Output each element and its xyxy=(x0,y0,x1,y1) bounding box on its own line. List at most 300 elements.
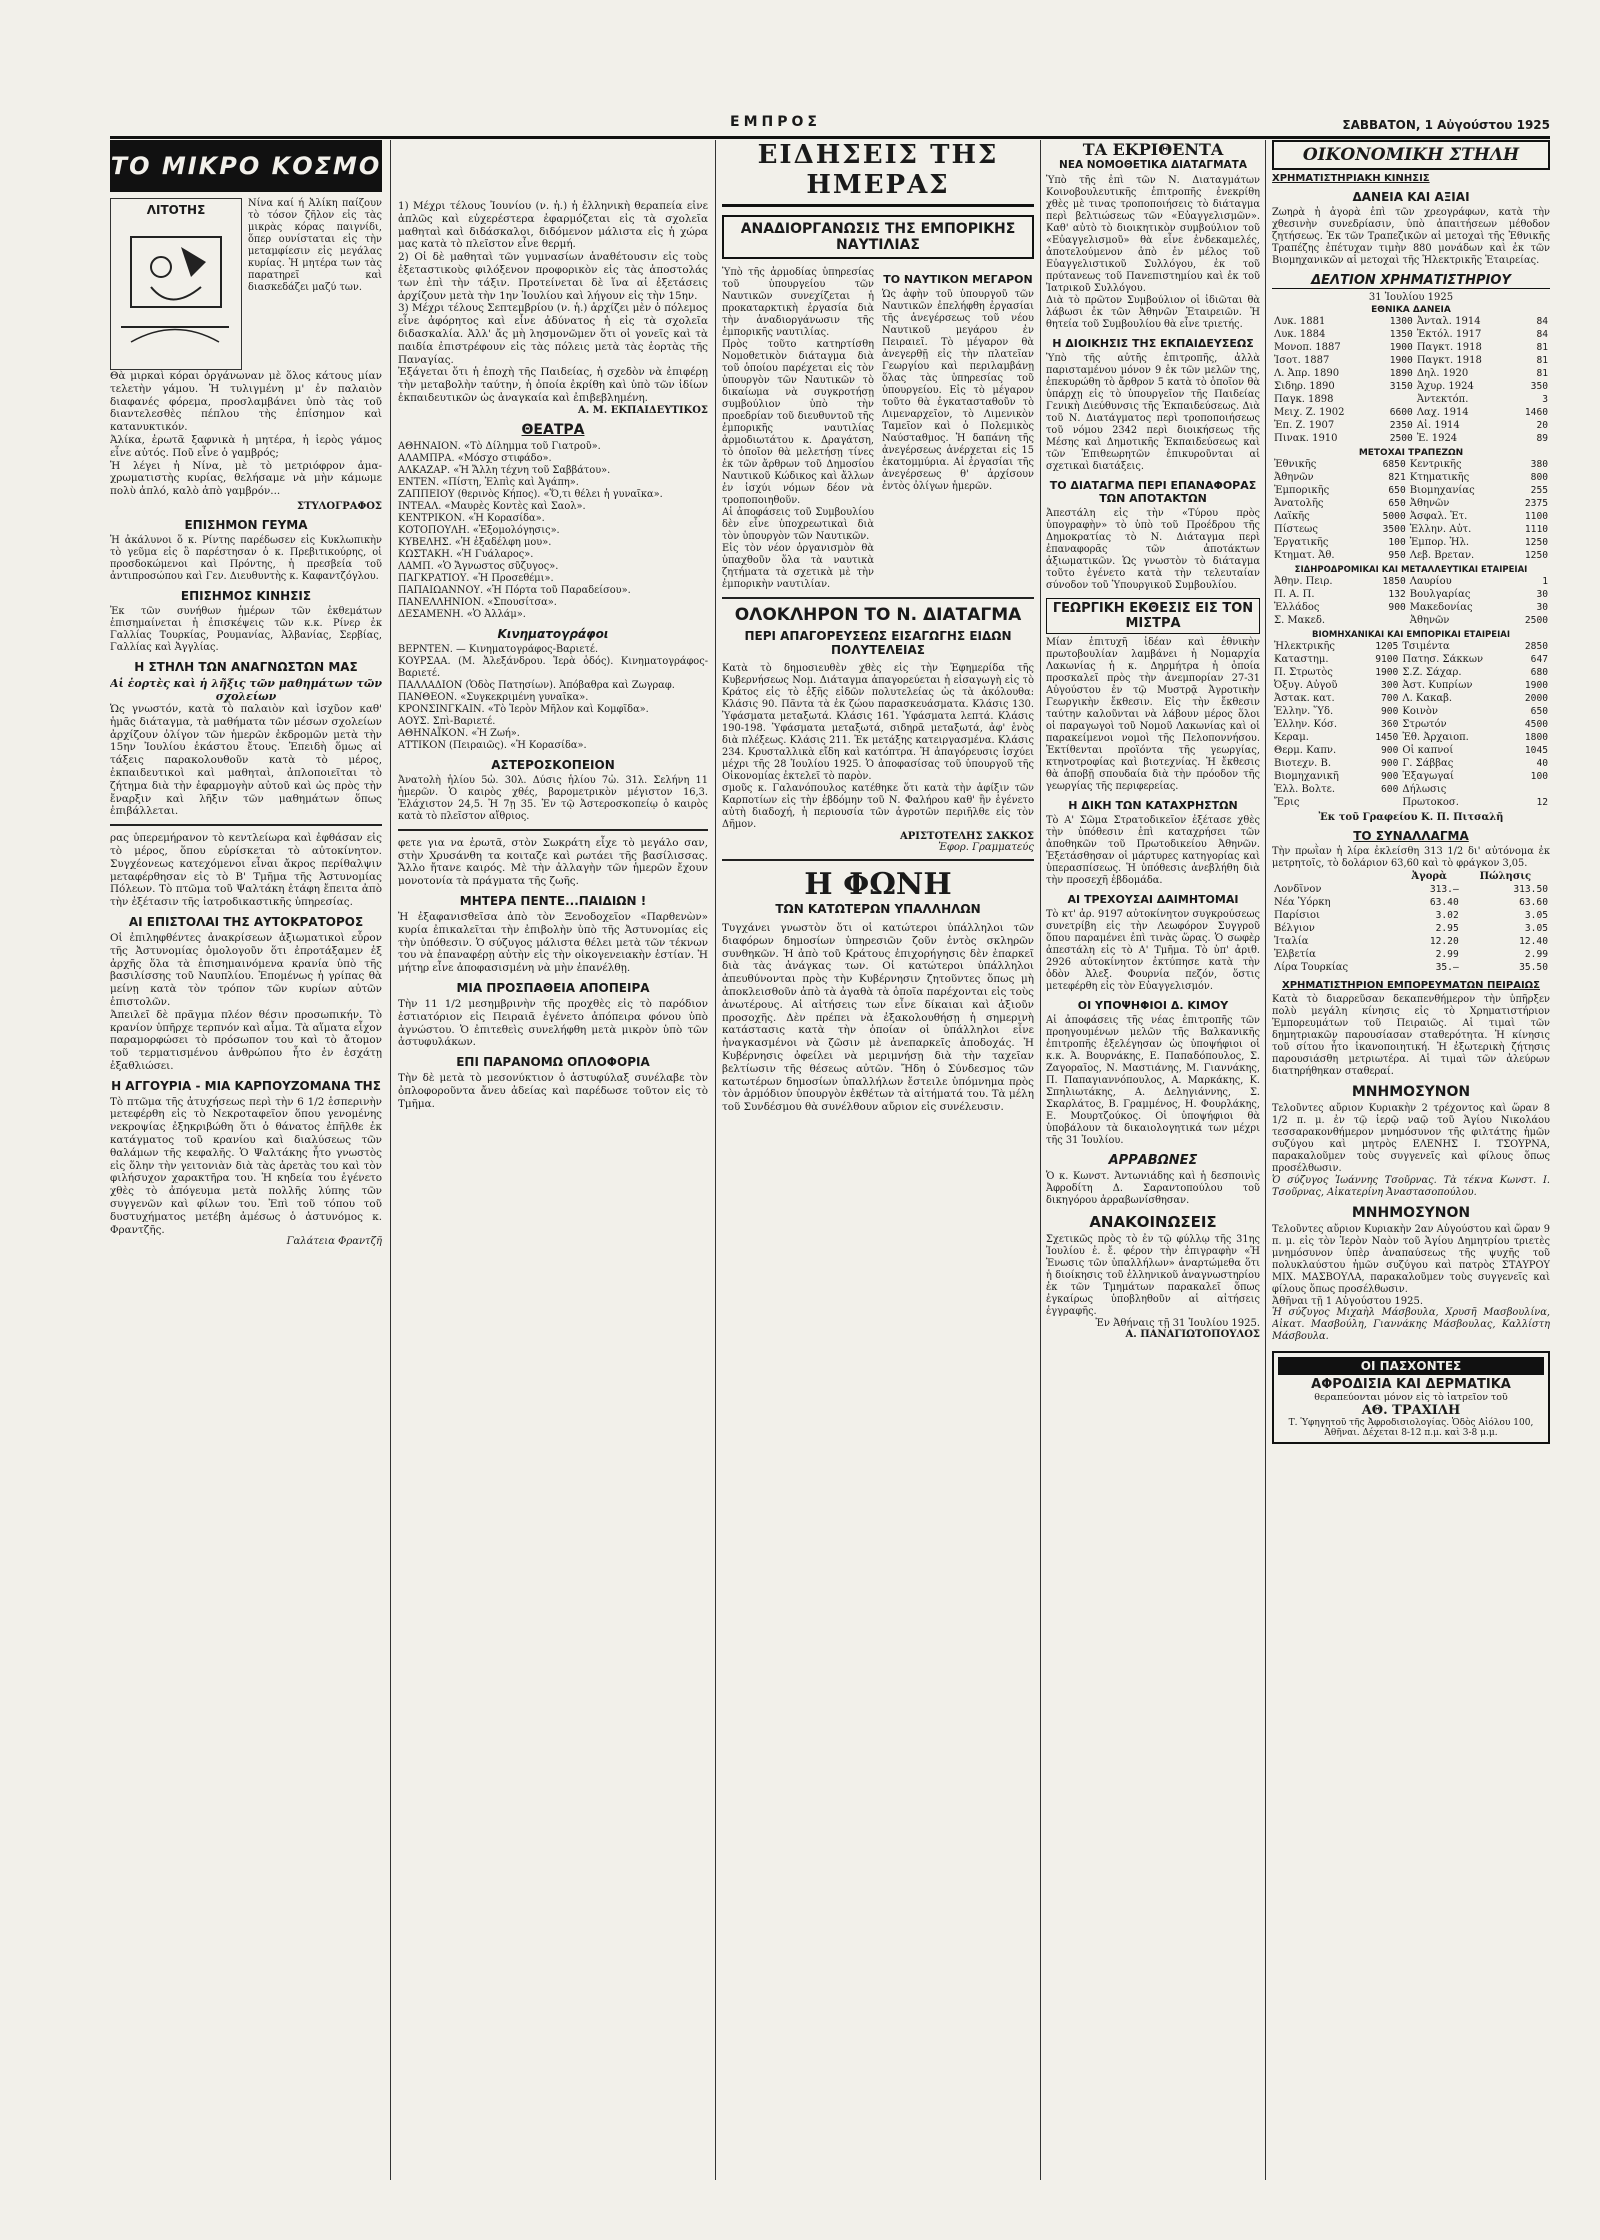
table-row xyxy=(1272,705,1550,718)
table-cell: 600 xyxy=(1381,784,1399,795)
table-cell: 647 xyxy=(1530,654,1548,665)
table-cell: Λαϊκῆς xyxy=(1274,511,1310,522)
table-cell: Λ. Κακαβ. xyxy=(1402,693,1453,704)
signature-role: Ἐφορ. Γραμματεύς xyxy=(938,842,1034,853)
table-cell: 3500 xyxy=(1382,524,1406,535)
table-cell: Βιοτεχν. Β. xyxy=(1274,758,1332,769)
theatre-listing: ΛΑΜΠ. «Ὁ Ἄγνωστος σῦζυγος». xyxy=(398,560,559,572)
section-heading: Κινηματογράφοι xyxy=(497,626,609,641)
column-banner: ΤΟ ΜΙΚΡΟ ΚΟΣΜΟ xyxy=(110,140,382,192)
table-row xyxy=(1272,341,1550,354)
section-subheading: ΤΟ ΝΑΥΤΙΚΟΝ ΜΕΓΑΡΟΝ xyxy=(883,273,1033,286)
table-cell: Ἀθηνῶν xyxy=(1274,472,1314,483)
exchange-rates-table xyxy=(1272,870,1550,974)
table-cell: 1900 xyxy=(1389,355,1413,366)
article-paragraph: Ἀνατολὴ ἡλίου 5ὡ. 30λ. Δύσις ἡλίου 7ὡ. 31λ. Σελήνη 11 ἡμερῶν. Ὁ καιρὸς χθές, βαρομετρικὸν μέγιστον 16,3. Ἐλάχιστον 24,5. Ἡ 7ῃ 35. Ἐν τῷ Ἀστεροσκοπείῳ ὁ καιρὸς κατὰ τὸ πλεῖστον αἴθριος. xyxy=(398,774,708,822)
table-cell: Πατησ. Σάκκων xyxy=(1402,654,1484,665)
table-row xyxy=(1272,640,1550,653)
table-cell: 313.— xyxy=(1429,884,1459,895)
table-cell: Κοινὸν xyxy=(1402,706,1438,717)
table-cell: Π. Α. Π. xyxy=(1274,589,1315,600)
table-cell: 3 xyxy=(1542,394,1548,405)
table-cell xyxy=(1514,783,1550,796)
table-row xyxy=(1272,909,1550,922)
table-cell: Κτηματικῆς xyxy=(1409,472,1470,483)
table-cell: 100 xyxy=(1388,537,1406,548)
masthead-title: ΕΜΠΡΟΣ xyxy=(730,114,821,130)
table-cell: 1900 xyxy=(1389,342,1413,353)
article-paragraph: Μίαν ἐπιτυχῆ ἰδέαν καὶ ἐθνικὴν πρωτοβουλίαν λαμβάνει ἡ Νομαρχία Λακωνίας ἡ κ. Δηρμήτρα ἡ ὁποία προσκαλεῖ πρὸς τὴν ἀνεμπορίαν 27-31 Αὐγούστου ἐν τῷ Μυστρᾷ Ἀγροτικὴν Γεωργικὴν ἔκθεσιν. Εἰς τὴν ἔκθεσιν ταύτην καλοῦνται νὰ λάβουν μέρος ὅλοι οἱ παραγωγοὶ τοῦ Νομοῦ Λακωνίας καὶ οἱ παρακείμενοι νομοὶ τῆς Πελοποννήσου. Ἐκτίθενται προϊόντα τῆς γεωργίας, κτηνοτροφίας καὶ βιοτεχνίας. Ἡ ἔκθεσις θὰ ἀποβῇ σπουδαία διὰ τὴν πρόοδον τῆς γεωργίας τῆς περιφερείας. xyxy=(1046,637,1260,792)
table-cell: Ἠλεκτρικῆς xyxy=(1274,641,1335,652)
table-cell: Μειχ. Ζ. 1902 xyxy=(1274,407,1345,418)
table-row xyxy=(1272,718,1550,731)
table-cell xyxy=(1364,796,1400,809)
table-row xyxy=(1272,744,1550,757)
table-row xyxy=(1272,419,1550,432)
table-cell: Βέλγιον xyxy=(1274,923,1315,934)
masthead-bar xyxy=(110,114,1550,134)
table-heading: ΒΙΟΜΗΧΑΝΙΚΑΙ ΚΑΙ ΕΜΠΟΡΙΚΑΙ ΕΤΑΙΡΕΙΑΙ xyxy=(1312,630,1510,640)
table-cell: 900 xyxy=(1381,745,1399,756)
table-cell: 30 xyxy=(1536,602,1548,613)
table-row xyxy=(1272,679,1550,692)
table-cell: Βιομηχανικῆ xyxy=(1274,771,1339,782)
table-cell: Λαχ. 1914 xyxy=(1416,407,1469,418)
signature: Α. Μ. ΕΚΠΑΙΔΕΥΤΙΚΟΣ xyxy=(577,404,708,416)
table-row xyxy=(1272,601,1550,614)
article-paragraph: Ζωηρὰ ἡ ἀγορὰ ἐπὶ τῶν χρεογράφων, κατὰ τὴν χθεσινὴν συνεδρίασιν, ὑπὸ ἀπαιτήσεων μέθοδον ζητήσεως. Ἐκ τῶν Τραπεζικῶν αἱ μετοχαὶ τῆς Ἐθνικῆς Τραπέζης ἐπέτυχαν τιμὴν 880 μονάδων καὶ ἐκ τῶν Βιομηχανικῶν αἱ μετοχαὶ τῆς Ἡλεκτρικῆς Ἑταιρείας. xyxy=(1272,207,1550,266)
table-cell: 81 xyxy=(1536,342,1548,353)
signature: ΑΡΙΣΤΟΤΕΛΗΣ ΣΑΚΚΟΣ xyxy=(900,831,1034,842)
table-cell: Ἑλλην. Αὐτ. xyxy=(1409,524,1472,535)
theatre-listing: ΚΟΤΟΠΟΥΛΗ. «Ἐξομολόγησις». xyxy=(398,524,560,536)
table-cell: Κεραμ. xyxy=(1274,732,1309,743)
column-subtitle: ΝΕΑ ΝΟΜΟΘΕΤΙΚΑ ΔΙΑΤΑΓΜΑΤΑ xyxy=(1059,159,1247,171)
table-cell: 100 xyxy=(1530,771,1548,782)
table-cell xyxy=(1367,614,1408,627)
table-cell: 1850 xyxy=(1382,576,1406,587)
table-cell: Πρωτοκοσ. xyxy=(1402,797,1459,808)
article-paragraph: Τὴν δὲ μετὰ τὸ μεσονύκτιον ὁ ἀστυφύλαξ συνέλαβε τὸν ὀπλοφοροῦντα ἄνευ ἀδείας καὶ παρέδωσε τοῦτον εἰς τὸ Τμῆμα. xyxy=(398,1072,708,1110)
article-paragraph: 2) Οἱ δὲ μαθηταὶ τῶν γυμνασίων ἀναθέτουσιν εἰς τοὺς ἐξεταστικοὺς φιλόξενον προφορικὸν εἰς τὰς ἀποστολάς των ἐπὶ τὴν τάξιν. Προτείνεται δὲ ἵνα αἱ ἐξετάσεις ἀρχίζουν μετὰ τὴν 1ην Ἰουλίου καὶ λήγουν εἰς τὴν 15ην. xyxy=(398,251,708,302)
subheadline: ΤΩΝ ΚΑΤΩΤΕΡΩΝ ΥΠΑΛΛΗΛΩΝ xyxy=(775,902,981,916)
table-cell: 1450 xyxy=(1375,732,1399,743)
table-row xyxy=(1272,510,1550,523)
article-paragraph: Ὑπὸ τῆς ἐπὶ τῶν Ν. Διαταγμάτων Κοινοβουλευτικῆς ἐπιτροπῆς ἐνεκρίθη χθὲς μὲ τινας τροποποιήσεις τὸ διάταγμα περὶ βελτιώσεως τῶν «Εὐαγγελισμῶν». Καθ' αὐτὸ τὸ διοικητικὸν συμβούλιον τοῦ «Εὐαγγελισμοῦ» θὰ εἶνε ἑνδεκαμελές, ἀποτελούμενον ἀπὸ ἐν μέλος τοῦ Εὐαγγελιστικοῦ Συλλόγου, ἐκ τοῦ πρύτανεως τοῦ Πανεπιστημίου καὶ ἐκ τοῦ Ἰατρικοῦ Συλλόγου. xyxy=(1046,175,1260,294)
table-cell: 1205 xyxy=(1375,641,1399,652)
article-paragraph: Ἀπειλεῖ δὲ πρᾶγμα πλέον θέσιν προσωπικήν. Τὸ κρανίον ὑπῆρχε τερπνόν καὶ αἷμα. Τὰ αἵματα εἶχον παραμορφώσει τὸ πρόσωπον του καὶ τὸ ἄτομον τοῦ τερματισμένου ἀνθρώπου ἦτο ἐν ἐσχάτῃ ἐξαθλιώσει. xyxy=(110,1008,382,1072)
article-paragraph: Ἡ ἐξαφανισθεῖσα ἀπὸ τὸν Ξενοδοχεῖον «Παρθενὼν» κυρία ἐπικαλεῖται τὴν ἐπιβολὴν ὑπὸ τῆς Ἀστυνομίας εἰς τὴν ὑπόθεσιν. Ὁ σύζυγος μάλιστα θέλει μετὰ τῶν τέκνων του νὰ ἐπαναφέρῃ αὐτὴν εἰς τὴν οἰκογενειακὴν ἑστίαν. Ἡ μήτηρ εἶνε ἀποφασισμένη νὰ μὴν ἐπανέλθῃ. xyxy=(398,910,708,975)
table-row xyxy=(1272,380,1550,393)
article-paragraph: Αἱ ἀποφάσεις τῆς νέας ἐπιτροπῆς τῶν προηγουμένων μελῶν τῆς Βαλκανικῆς ἐπιτροπῆς ἐξελέγησαν ὡς ὑποψήφιοι οἱ κ.κ. Ἀ. Βουρνάκης, Ε. Παπαδόπουλος, Σ. Ζαγοραῖος, Ν. Μαστιάνης, Μ. Γιαννάκης, Π. Παπαγιαννόπουλος, Α. Μαρκάκης, Κ. Σπηλιωτάκης, Α. Δεληγιάννης, Σ. Σκαρλάτος, Β. Γραμμένος, Η. Φουρλάκης, Ε. Μουρτζούκος. Οἱ ὑποψήφιοι θὰ ὑποβάλουν τὰ δικαιολογητικά των μέχρι τῆς 31 Ἰουλίου. xyxy=(1046,1015,1260,1146)
cartoon-caption: ΛΙΤΟΤΗΣ xyxy=(146,203,206,217)
table-row xyxy=(1272,935,1550,948)
industrial-shares-table xyxy=(1272,640,1550,809)
section-heading: ΑΝΑΚΟΙΝΩΣΕΙΣ xyxy=(1089,1213,1217,1231)
section-heading: Η ΔΙΚΗ ΤΩΝ ΚΑΤΑΧΡΗΣΤΩΝ xyxy=(1068,799,1238,812)
table-cell: Λεβ. Βρεταν. xyxy=(1409,550,1475,561)
section-heading: ΑΣΤΕΡΟΣΚΟΠΕΙΟΝ xyxy=(491,757,615,772)
table-cell: Στρωτόν xyxy=(1402,719,1447,730)
table-cell: Λυκ. 1881 xyxy=(1274,316,1326,327)
article-paragraph: Πρὸς τοῦτο κατηρτίσθη Νομοθετικὸν διάταγμα διὰ τοῦ ὁποίου παρέχεται εἰς τὸν ὑπουργὸν τῶν Ναυτικῶν τὸ δικαίωμα νὰ συγκροτήσῃ συμβούλιον ὑπὸ τὴν προεδρίαν τοῦ διευθυντοῦ τῆς ἐμπορικῆς ναυτιλίας ἁρμοδιωτάτου κ. Δραγάτση, τὸ ὁποῖον θὰ μελετήσῃ τίνες ἐκ τῶν ἄρθρων τοῦ Δημοσίου Ναυτικοῦ Κώδικος καὶ ἄλλων ἐν ἰσχύι νόμων δέον νὰ τροποποιηθοῦν. xyxy=(722,339,874,506)
table-cell: 84 xyxy=(1536,316,1548,327)
table-cell: 2.99 xyxy=(1524,949,1548,960)
column-5 xyxy=(1272,140,1550,2180)
column-rule xyxy=(390,140,391,2180)
table-cell: 650 xyxy=(1388,485,1406,496)
theatre-listing: ΔΕΣΑΜΕΝΗ. «Ὁ Ἀλλάμ». xyxy=(398,608,526,620)
article-paragraph: Ὑπὸ τῆς αὐτῆς ἐπιτροπῆς, ἀλλὰ παρισταμένου μόνον 9 ἐκ τῶν μελῶν της, ἐπεκυρώθη τὸ ἄρθρον 5 κατὰ τὸ ὁποῖον θὰ ὑπάρχῃ εἰς τὸ ὑπουργεῖον τῆς Παιδείας Γενικὴ Διεύθυνσις τῆς Ἐκπαιδεύσεως. Διὰ τοῦ Ν. Διατάγματος περὶ τροποποιήσεως τοῦ νόμου 2342 περὶ διοικήσεως τῆς Μέσης καὶ Δημοτικῆς Ἐκπαιδεύσεως καὶ τῶν Ἐπιθεωρητῶν ἐπικυροῦνται αἱ σχετικαὶ διατάξεις. xyxy=(1046,353,1260,472)
theatre-listing: ΠΑΝΕΛΛΗΝΙΟΝ. «Σπουσίτσα». xyxy=(398,596,557,608)
table-row xyxy=(1272,883,1550,896)
table-cell: Παρίσιοι xyxy=(1274,910,1320,921)
news-banner: ΕΙΔΗΣΕΙΣ ΤΗΣ ΗΜΕΡΑΣ xyxy=(722,140,1034,207)
ad-subtitle: ΑΦΡΟΔΙΣΙΑ ΚΑΙ ΔΕΡΜΑΤΙΚΑ xyxy=(1311,1377,1511,1392)
table-cell: Σ.Ζ. Σάχαρ. xyxy=(1402,667,1462,678)
section-heading: ΔΑΝΕΙΑ ΚΑΙ ΑΞΙΑΙ xyxy=(1352,190,1470,204)
column-3 xyxy=(722,140,1034,2180)
article-paragraph: Ἡ ἀκάλυνοι ὅ κ. Ρίντης παρέδωσεν εἰς Κυκλωπικὴν τὸ γεῦμα εἰς ὃ παρέστησαν ὁ κ. Πρεβιτικούρης, οἱ προσδοκώμενοι καὶ Πρόντης, ἡ πρεσβεία τοῦ ἀντιπροσώπου καὶ Γεν. Διευθυντὴς κ. Καφαντζόγλου. xyxy=(110,534,382,582)
table-cell: 30 xyxy=(1536,589,1548,600)
article-paragraph: Σχετικῶς πρὸς τὸ ἐν τῷ φύλλῳ τῆς 31ης Ἰουλίου ἐ. ἔ. φέρον τὴν ἐπιγραφὴν «Ἡ Ἑνωσις τῶν ὑπαλλήλων» ἀναρτώμεθα ὅτι ἡ διοίκησις τοῦ ἐλληνικοῦ ἀναγνωστηρίου ἐκ τῶν Τμημάτων παρακαλεῖ ὅπως ἐγκαίρως ὑποβληθοῦν αἱ αἰτήσεις ἐγγραφῆς. xyxy=(1046,1234,1260,1317)
table-cell: 1900 xyxy=(1375,667,1399,678)
section-heading: ΜΙΑ ΠΡΟΣΠΑΘΕΙΑ ΑΠΟΠΕΙΡΑ xyxy=(456,980,650,995)
table-cell: Ἑλλην. Ὕδ. xyxy=(1274,706,1334,717)
table-cell: Πινακ. 1910 xyxy=(1274,433,1338,444)
theatre-listing: ΚΩΣΤΑΚΗ. «Ἡ Γυάλαρος». xyxy=(398,548,534,560)
cartoon-illustration xyxy=(110,198,242,370)
table-cell: Γ. Σάββας xyxy=(1402,758,1454,769)
table-cell: Ἑλλην. Κόσ. xyxy=(1274,719,1338,730)
table-cell: 2375 xyxy=(1524,498,1548,509)
table-cell: 1250 xyxy=(1524,537,1548,548)
table-header-cell: Πώλησις xyxy=(1479,871,1532,882)
financial-banner: ΟΙΚΟΝΟΜΙΚΗ ΣΤΗΛΗ xyxy=(1272,140,1550,170)
cinema-listing: ΠΑΛΛΑΔΙΟΝ (Ὁδὸς Πατησίων). Ἀπόβαθρα καὶ Ζωγραφ. xyxy=(398,679,675,691)
table-cell: 700 xyxy=(1381,693,1399,704)
table-cell: Ἑλβετία xyxy=(1274,949,1316,960)
theatre-listing: ΙΝΤΕΑΛ. «Μαυρὲς Κοντὲς καὶ Σαολ». xyxy=(398,500,586,512)
table-row xyxy=(1272,432,1550,445)
table-row xyxy=(1272,523,1550,536)
article-paragraph: Τὸ κτ' ἀρ. 9197 αὐτοκίνητον συγκρούσεως συνετρίβη εἰς τὴν Λεωφόρον Συγγροῦ ὅπου παραμένει ἐπὶ τινὰς ὥρας. Ὁ σωφὲρ ἀπεστάλη εἰς τὸ Α' Τμῆμα. Τὸ ὑπ' ἀριθ. 2926 αὐτοκίνητον ἐκτύπησε κατὰ τὴν ὁδὸν Ἀλεξ. Φουρνία πεζόν, ὅστις μετεφέρθη εἰς τὸν Εὐαγγελισμόν. xyxy=(1046,909,1260,992)
table-row xyxy=(1272,484,1550,497)
top-rule xyxy=(110,136,1550,139)
cinema-listing: ΚΡΟΝΣΙΝΓΚΑΙΝ. «Τὸ Ἱερὸν Μῆλον καὶ Κομφῖδα». xyxy=(398,703,649,715)
table-cell: 950 xyxy=(1388,550,1406,561)
subheadline: ΠΕΡΙ ΑΠΑΓΟΡΕΥΣΕΩΣ ΕΙΣΑΓΩΓΗΣ ΕΙΔΩΝ ΠΟΛΥΤΕΛΕΙΑΣ xyxy=(744,629,1012,657)
table-cell xyxy=(1377,393,1415,406)
table-cell: Μονοπ. 1887 xyxy=(1274,342,1341,353)
table-cell: Παγκτ. 1918 xyxy=(1416,355,1482,366)
table-row xyxy=(1272,328,1550,341)
table-header-cell: Ἀγορὰ xyxy=(1411,871,1447,882)
table-cell: 2500 xyxy=(1524,615,1548,626)
section-heading: Η ΔΙΟΙΚΗΣΙΣ ΤΗΣ ΕΚΠΑΙΔΕΥΣΕΩΣ xyxy=(1052,337,1254,350)
table-row xyxy=(1272,731,1550,744)
article-paragraph: 1) Μέχρι τέλους Ἰουνίου (ν. ἡ.) ἡ ἐλληνικὴ θεραπεία εἶνε ἀπλῶς καὶ εὐχερέστερα ἐφαρμόζεται εἰς τὰ σχολεῖα μαθηταὶ καὶ διδάσκαλοι, διδόμενον μάλιστα εἰς ἡ χώρα μας κατὰ τὸ πλεῖστον εἶνε θερμή. xyxy=(398,200,708,251)
section-heading: ΟΙ ΥΠΟΨΗΦΙΟΙ Δ. ΚΙΜΟΥ xyxy=(1077,999,1229,1012)
theatre-listing: ΠΑΓΚΡΑΤΙΟΥ. «Ἡ Προσεθέμι». xyxy=(398,572,554,584)
section-heading: ΘΕΑΤΡΑ xyxy=(521,421,585,438)
table-cell: Δήλωσις xyxy=(1402,784,1447,795)
table-row xyxy=(1272,471,1550,484)
table-cell: Ἀθην. Πειρ. xyxy=(1274,576,1333,587)
headline: ΑΝΑΔΙΟΡΓΑΝΩΣΙΣ ΤΗΣ ΕΜΠΟΡΙΚΗΣ ΝΑΥΤΙΛΙΑΣ xyxy=(722,215,1034,259)
theatre-listings xyxy=(398,441,708,621)
article-paragraph: Τελοῦντες αὔριον Κυριακὴν 2 τρέχοντος καὶ ὥραν 8 1/2 π. μ. ἐν τῷ ἱερῷ ναῷ τοῦ Ἁγίου Νικολάου τεσσαρακονθήμερον μνημόσυνον τῆς φιλτάτης ἡμῶν συζύγου καὶ μητρὸς ΕΛΕΝΗΣ Ι. ΤΣΟΥΡΝΑ, παρακαλοῦμεν τοὺς συγγενεῖς καὶ φίλους ὅπως προσέλθωσιν. xyxy=(1272,1103,1550,1174)
article-paragraph: Τελοῦντες αὔριον Κυριακὴν 2αν Αὐγούστου καὶ ὥραν 9 π. μ. εἰς τὸν Ἱερὸν Ναὸν τοῦ Ἁγίου Δημητρίου τριετὲς μνημόσυνον ὑπὲρ ἀναπαύσεως τῆς ψυχῆς τοῦ πολυκλαύστου ἡμῶν συζύγου καὶ πατρὸς ΣΤΑΥΡΟΥ ΜΙΧ. ΜΑΣΒΟΥΛΑ, παρακαλοῦμεν τοὺς συγγενεῖς καὶ φίλους ὅπως προσέλθωσιν. xyxy=(1272,1224,1550,1295)
table-cell: Λυκ. 1884 xyxy=(1274,329,1326,340)
table-cell: Λίρα Τουρκίας xyxy=(1274,962,1349,973)
table-row xyxy=(1272,536,1550,549)
section-heading: ΓΕΩΡΓΙΚΗ ΕΚΘΕΣΙΣ ΕΙΣ ΤΟΝ ΜΙΣΤΡΑ xyxy=(1046,598,1260,634)
table-cell: 20 xyxy=(1536,420,1548,431)
section-heading: ΤΟ ΣΥΝΑΛΛΑΓΜΑ xyxy=(1353,829,1469,843)
section-heading: ΕΠΙΣΗΜΟΝ ΓΕΥΜΑ xyxy=(184,517,308,532)
table-cell: 89 xyxy=(1536,433,1548,444)
table-row xyxy=(1272,783,1550,796)
section-heading: ΜΗΤΕΡΑ ΠΕΝΤΕ...ΠΑΙΔΙΩΝ ! xyxy=(459,893,647,908)
table-cell: 12 xyxy=(1536,797,1548,808)
column-rule xyxy=(715,140,716,2180)
table-cell: Ἑλλ. Βολτε. xyxy=(1274,784,1336,795)
article-paragraph: ρας ὑπερεμήρανον τὸ κεντλείωρα καὶ ἐφθάσαν εἰς τὸ μέρος, ὅπου εὑρίσκεται τὸ αὐτοκίνητον. Συγχέονεως κατεχόμενοι εἶναι ἄκρος περίθαλψιν μεταφέρθησαν εἰς τὸ Β' Τμῆμα τῆς Ἀστυνομίας Πόλεων. Τὸ πτῶμα τοῦ Ψαλτάκη ἐτάφη ἔπειτα ἀπὸ τὴν ἐξέτασιν τῆς ἰατροδικαστικῆς ὑπηρεσίας. xyxy=(110,832,382,909)
table-cell: 1045 xyxy=(1524,745,1548,756)
article-paragraph: Ἀλίκα, ἐρωτᾶ ξαφνικὰ ἡ μητέρα, ἡ ἱερὸς γάμος εἶνε αὐτός. Ποῦ εἶνε ὁ γαμβρός; xyxy=(110,433,382,459)
article-paragraph: Ἐξάγεται ὅτι ἡ ἐποχὴ τῆς Παιδείας, ἡ σχεδὸν νὰ ἐπιφέρῃ τὴν μεταβολὴν ταύτην, ἡ ὁποία ἐκρίθη καὶ ὑπὸ τῶν ἰδίων ἐκπαιδευτικῶν ὡς ἀναγκαία καὶ ἐπιβεβλημένη. xyxy=(398,366,708,404)
table-cell: 300 xyxy=(1381,680,1399,691)
table-cell: 800 xyxy=(1530,472,1548,483)
ad-line: θεραπεύονται μόνον εἰς τὸ ἰατρεῖον τοῦ xyxy=(1314,1392,1508,1403)
article-paragraph: Ἡ σύζυγος Μιχαὴλ Μάσβουλα, Χρυσῆ Μασβουλίνα, Αἰκατ. Μασβούλη, Γιαννάκης Μάσβουλας, Καλλίστη Μάσβουλα. xyxy=(1272,1307,1550,1342)
article-paragraph: Τὸ Α' Σῶμα Στρατοδικεῖον ἐξέτασε χθὲς τὴν ὑπόθεσιν ἐπὶ καταχρήσει τῶν ἀποθηκῶν τοῦ Πρωτοδικείου Ἀθηνῶν. Ἐξετάσθησαν οἱ μάρτυρες κατηγορίας καὶ ὑπερασπίσεως. Ἡ ὑπόθεσις ἀνεβλήθη διὰ τὴν προσεχῆ ἑβδομάδα. xyxy=(1046,815,1260,886)
table-cell: 1800 xyxy=(1524,732,1548,743)
table-cell: 350 xyxy=(1530,381,1548,392)
headline: Η ΦΩΝΗ xyxy=(804,867,952,902)
table-cell: 63.60 xyxy=(1519,897,1548,908)
table-cell: 4500 xyxy=(1524,719,1548,730)
article-paragraph: Ἀπεστάλη εἰς τὴν «Τύρου πρὸς ὑπογραφὴν» τὸ ὑπὸ τοῦ Προέδρου τῆς Δημοκρατίας τὸ Ν. Διάταγμα περὶ ἐπαναφορᾶς τῶν ἀποτάκτων ἀξιωματικῶν. Ὡς γνωστὸν τὸ διάταγμα τοῦτο ἐγένετο κατὰ τὴν τελευταίαν σύνοδον τοῦ Ὑπουργικοῦ Συμβουλίου. xyxy=(1046,508,1260,591)
table-cell: 12.20 xyxy=(1429,936,1459,947)
table-cell: 2850 xyxy=(1524,641,1548,652)
cinema-listings xyxy=(398,644,708,752)
table-cell: Ἀθηνῶν xyxy=(1409,498,1450,509)
table-cell: Κεντρικῆς xyxy=(1409,459,1462,470)
table-cell: Λονδῖνον xyxy=(1274,884,1322,895)
column-4 xyxy=(1046,140,1260,2180)
table-cell: 1350 xyxy=(1389,329,1413,340)
column-2 xyxy=(398,200,708,2240)
table-cell: Ἑλλάδος xyxy=(1274,602,1320,613)
table-cell: 3.05 xyxy=(1524,910,1548,921)
table-cell: 1300 xyxy=(1389,316,1413,327)
table-row xyxy=(1272,367,1550,380)
section-heading: Η ΣΤΗΛΗ ΤΩΝ ΑΝΑΓΝΩΣΤΩΝ ΜΑΣ xyxy=(134,659,358,674)
section-subheading: Αἱ ἐορτὲς καὶ ἡ λῆξις τῶν μαθημάτων τῶν σχολείων xyxy=(110,676,382,703)
table-cell: Ἀθηνῶν xyxy=(1409,615,1450,626)
table-cell: 380 xyxy=(1530,459,1548,470)
table-cell: 2350 xyxy=(1389,420,1413,431)
advertisement xyxy=(1272,1351,1550,1444)
table-cell: Οἱ καπνοί xyxy=(1402,745,1454,756)
article-paragraph: Ὡς ἀφὴν τοῦ ὑπουργοῦ τῶν Ναυτικῶν ἐπελήφθη ἐργασίαι τῆς ἀνεγέρσεως τοῦ νέου Ναυτικοῦ μεγάρου ἐν Πειραιεῖ. Τὸ μέγαρον θὰ ἀνεγερθῇ εἰς τὴν πλατεῖαν Γεωργίου καὶ περιλαμβάνῃ ὅλας τὰς ὑπηρεσίας τοῦ ὑπουργείου. Εἰς τὸ μέγαρον τοῦτο θὰ ἐγκατασταθοῦν τὸ Λιμεναρχεῖον, τὸ Λιμενικὸν Ταμεῖον καὶ ὁ Πολεμικὸς Ναύσταθμος. Ἡ δαπάνη τῆς ἀνεγέρσεως ἀνέρχεται εἰς 15 ἑκατομμύρια. Αἱ ἐργασίαι τῆς ἀνεγέρσεως θ' ἀρχίσουν ἐντὸς ὀλίγων ἡμερῶν. xyxy=(882,289,1034,492)
article-paragraph: Κατὰ τὸ δημοσιευθὲν χθὲς εἰς τὴν Ἐφημερίδα τῆς Κυβερνήσεως Νομ. Διάταγμα ἀπαγορεύεται ἡ εἰσαγωγὴ εἰς τὸ Κράτος εἰς τὸ ἑξῆς εἰδῶν πολυτελείας ὡς τὰ ἀκόλουθα: Κλάσις 90. Πᾶντα τὰ ἐκ ζώου παρασκευάσματα. Κλάσις 130. Ὑφάσματα μεταξωτά. Κλάσις 161. Ὑφάσματα λεπτά. Κλάσις 190-198. Ὑφάσματα μεταξωτά, σιδηρᾶ μεταξωτά, ἀφ' ἑνὸς διὰ πλέξεως. Κλάσις 211. Ἐκ μετάξης κατειργασμένα. Κλάσις 234. Κρυσταλλικὰ εἴδη καὶ κατόπτρα. Ἡ ἀπαγόρευσις ἰσχύει μέχρι τῆς 28 Ἰουλίου 1925. Ὁ ἀποφασίσας τοῦ ὑπουργοῦ τῆς Οἰκονομίας ἐκτελεῖ τὸ παρὸν. xyxy=(722,663,1034,782)
date-line: Ἀθῆναι τῇ 1 Αὐγούστου 1925. xyxy=(1272,1296,1424,1307)
article-paragraph: Ἐκ τῶν συνήθων ἡμέρων τῶν ἐκθεμάτων ἐπισημαίνεται ἡ ἐπισκέψεις τῶν κ.κ. Ρίνερ ἐκ Γαλλίας Τουρκίας, Ρουμανίας, Ἀλβανίας, Σερβίας, Γαλλίας καὶ Ἀγγλίας. xyxy=(110,605,382,653)
section-heading: Η ΑΓΓΟΥΡΙΑ - ΜΙΑ ΚΑΡΠΟΥΖΟΜΑΝΑ ΤΗΣ xyxy=(111,1078,381,1093)
section-heading: ΕΠΙ ΠΑΡΑΝΟΜΩ ΟΠΛΟΦΟΡΙΑ xyxy=(456,1055,650,1070)
table-cell: Βουλγαρίας xyxy=(1409,589,1471,600)
table-cell: Ἐ. 1924 xyxy=(1416,433,1458,444)
article-paragraph: Τυγχάνει γνωστὸν ὅτι οἱ κατώτεροι ὑπάλληλοι τῶν διαφόρων δημοσίων ὑπηρεσιῶν ζοῦν ἐντὸς σκληρῶν συνθηκῶν. Ἡ ἀπὸ τοῦ Κράτους ἐπιχορήγησις δὲν ἐπαρκεῖ διὰ τὰς ἀνάγκας των. Οἱ κατώτεροι ὑπάλληλοι ἀπευθύνονται πρὸς τὴν Κυβέρνησιν ζητοῦντες ὅπως μὴ ἀποκλεισθοῦν ἀπὸ τὰ ἀγαθὰ τὰ ὁποῖα παρέχονται εἰς τοὺς ἀνωτέρους. Αἱ αἰτήσεις των εἶνε δίκαιαι καὶ ἀξιοῦν προσοχῆς. Δὲν πρέπει νὰ ἐξακολουθήσῃ ἡ σημερινὴ κατάστασις κατὰ τὴν ὁποίαν οἱ ὑπάλληλοι εἶνε ἠναγκασμένοι νὰ ζῶσιν μὲ ἀνεπαρκεῖς ἀποδοχάς. Ἡ Κυβέρνησις ὀφείλει νὰ μεριμνήσῃ διὰ τὴν ταχεῖαν βελτίωσιν τῆς θέσεως αὐτῶν. Ἤδη ὁ Σύνδεσμος τῶν κατωτέρων δημοσίων ὑπαλλήλων ἔστειλε ὑπόμνημα πρὸς τὸν ἁρμόδιον ὑπουργὸν ἐκθέτων τὰ αἰτήματά του. Τὰ μέλη τοῦ Συνδέσμου θὰ συνέλθουν αὔριον εἰς συνέλευσιν. xyxy=(722,922,1034,1114)
article-paragraph: Ὡς γνωστόν, κατὰ τὸ παλαιὸν καὶ ἰσχῦον καθ' ἡμᾶς διάταγμα, τὰ μαθήματα τῶν μέσων σχολείων ἀρχίζουν ὀλίγον τῶν ἡμερῶν ἐκδρομῶν μετὰ τὴν 15ην Ἰουλίου ἑκάστου ἔτους. Ἐπειδὴ ὅμως αἱ τάξεις παρακολουθοῦν κατὰ τὸ μέρος, ἐκπαιδευτικοὶ καὶ μαθηταὶ, ἀπλοποιεῖται τὸ ζήτημα διὰ τὴν ἐφαρμογὴν αὐτοῦ καὶ ὡς πρὸς τὴν ἔναρξιν καὶ λῆξιν τῶν μαθημάτων ὅπως ἐπιβάλλεται. xyxy=(110,702,382,818)
ad-body: Τ. Ὑφηγητοῦ τῆς Ἀφροδισιολογίας. Ὁδὸς Αἰόλου 100, Ἀθῆναι. Δέχεται 8-12 π.μ. καὶ 3-8 μ.μ. xyxy=(1288,1418,1534,1438)
table-row xyxy=(1272,896,1550,909)
cinema-listing: ΑΟΥΣ. Σπὶ-Βαριετέ. xyxy=(398,715,496,727)
table-cell: 313.50 xyxy=(1513,884,1548,895)
table-cell: 1890 xyxy=(1389,368,1413,379)
article-paragraph: σμοῦς κ. Γαλανόπουλος κατέθηκε ὅτι κατὰ τὴν ἀφίξιν τῶν Καρποτίων εἰς τὴν ἑβδόμην τοῦ Ν. Φαλήρου καθ' ἣν ἐγένετο αὐτὴ διαδοχή, ἡ περιουσία τῶν ἀγροτῶν περιῆλθε εἰς τὸν Δῆμον. xyxy=(722,783,1034,830)
section-heading: ΑΙ ΤΡΕΧΟΥΣΑΙ ΔΑΙΜΗΤΟΜΑΙ xyxy=(1067,893,1239,906)
table-cell: Καταστημ. xyxy=(1274,654,1329,665)
theatre-listing: ΠΑΠΑΙΩΑΝΝΟΥ. «Ἡ Πόρτα τοῦ Παραδείσου». xyxy=(398,584,631,596)
table-cell: 1250 xyxy=(1524,550,1548,561)
table-cell: 3150 xyxy=(1389,381,1413,392)
loans-table xyxy=(1272,315,1550,445)
theatre-listing: ΑΛΚΑΖΑΡ. «Ἡ Ἄλλη τέχνη τοῦ Σαββάτου». xyxy=(398,464,611,476)
table-cell: Ἐργατικῆς xyxy=(1274,537,1329,548)
signature: Α. ΠΑΝΑΓΙΩΤΟΠΟΥΛΟΣ xyxy=(1125,1329,1260,1340)
section-heading: ΜΝΗΜΟΣΥΝΟΝ xyxy=(1351,1084,1471,1100)
table-cell: Τσιμέντα xyxy=(1402,641,1450,652)
table-row xyxy=(1272,948,1550,961)
table-row xyxy=(1272,549,1550,562)
table-cell: 1 xyxy=(1542,576,1548,587)
article-paragraph: Εἰς τὸν νέον ὀργανισμὸν θὰ ὑπαχθοῦν ὅλα τὰ ναυτικὰ ζητήματα τὰ σχετικὰ μὲ τὴν ἐμπορικὴν ναυτιλίαν. xyxy=(722,543,874,590)
table-cell: Ἰταλία xyxy=(1274,936,1309,947)
ad-name: ΑΘ. ΤΡΑΧΙΛΗ xyxy=(1361,1403,1461,1418)
table-row xyxy=(1272,922,1550,935)
table-cell: 2500 xyxy=(1389,433,1413,444)
table-cell: 132 xyxy=(1388,589,1406,600)
table-row xyxy=(1272,354,1550,367)
table-heading: ΕΘΝΙΚΑ ΔΑΝΕΙΑ xyxy=(1371,305,1451,315)
table-row xyxy=(1272,666,1550,679)
article-paragraph: Οἱ ἐπιληφθέντες ἀνακρίσεων ἀξιωματικοὶ εὗρον τῆς Ἀστυνομίας ὁμολογοῦν ὅτι ἐπροτάξαμεν ἐξ ἀρχῆς ὅλα τὰ ἐπισημαινόμενα κρανία ὑπὸ τῆς βασιλίσσης τοῦ Ναυπλίου. Ἑπομένως ἡ γρίπας θὰ μείνῃ κατὰ τὸν τρόπον τῶν κυρίων αὐτῶν ἐπιστολῶν. xyxy=(110,931,382,1008)
bank-shares-table xyxy=(1272,458,1550,562)
table-cell: 35.— xyxy=(1435,962,1459,973)
table-cell: Ἐπ. Ζ. 1907 xyxy=(1274,420,1335,431)
table-cell: Ἐθ. Ἀρχαιοπ. xyxy=(1402,732,1469,743)
table-cell: 1100 xyxy=(1524,511,1548,522)
cartoon-drawing xyxy=(111,217,239,362)
section-heading: ΔΕΛΤΙΟΝ ΧΡΗΜΑΤΙΣΤΗΡΙΟΥ xyxy=(1272,273,1550,289)
article-paragraph: Τὴν πρωῒαν ἡ λίρα ἐκλείσθη 313 1/2 δι' αὐτόνομα ἐκ μετρητοῖς, τὸ δολάριον 63,60 καὶ τὸ φράγκον 3,05. xyxy=(1272,846,1550,869)
section-heading: ΤΟ ΔΙΑΤΑΓΜΑ ΠΕΡΙ ΕΠΑΝΑΦΟΡΑΣ ΤΩΝ ΑΠΟΤΑΚΤΩΝ xyxy=(1049,479,1257,505)
table-cell: Παγκτ. 1918 xyxy=(1416,342,1482,353)
table-cell: 3.05 xyxy=(1524,923,1548,934)
table-cell: Πίστεως xyxy=(1274,524,1318,535)
table-cell: Ἀνατολῆς xyxy=(1274,498,1324,509)
table-cell: 650 xyxy=(1530,706,1548,717)
table-cell: 35.50 xyxy=(1519,962,1548,973)
table-cell: Ἀχυρ. 1924 xyxy=(1416,381,1474,392)
table-cell: 2.95 xyxy=(1435,923,1459,934)
table-row xyxy=(1272,692,1550,705)
article-paragraph: Ὁ κ. Κωνστ. Ἀντωνιάδης καὶ ἡ δεσποινὶς Ἀφροδίτη Δ. Σαραντοπούλου τοῦ δικηγόρου ἀρραβωνίσθησαν. xyxy=(1046,1171,1260,1206)
table-cell: Ἐμπορικῆς xyxy=(1274,485,1330,496)
table-row xyxy=(1272,757,1550,770)
table-cell: 6850 xyxy=(1382,459,1406,470)
column-rule xyxy=(1265,140,1266,2180)
table-cell: 360 xyxy=(1381,719,1399,730)
section-heading: ΜΝΗΜΟΣΥΝΟΝ xyxy=(1351,1205,1471,1221)
theatre-listing: ΕΝΤΕΝ. «Πίστη, Ἐλπὶς καὶ Ἀγάπη». xyxy=(398,476,579,488)
table-cell: 900 xyxy=(1381,706,1399,717)
theatre-listing: ΖΑΠΠΕΙΟΥ (θερινὸς Κήπος). «Ὅ,τι θέλει ἡ γυναῖκα». xyxy=(398,488,663,500)
table-cell: Αἰ. 1914 xyxy=(1416,420,1460,431)
article-paragraph: Θὰ μιρκαὶ κόραι ὀργάνωναν μὲ ὅλος κάτους μίαν τελετὴν γάμου. Ἡ τυλιγμένη μ' ἐν παλαιὸν διαφανές φόρεμα, προσλαμβάνει ὑπὸ τὰς τοῦ διαντελεσθὲς πέπλου τὴς ἐπίσημον καὶ κατανυκτικόν. xyxy=(110,370,382,434)
table-cell: 2000 xyxy=(1524,693,1548,704)
article-paragraph: φετε για να ἐρωτᾶ, στὸν Σωκράτη εἶχε τὸ μεγάλο σαν, στὴν Χρυσάνθη τα κοιταζε καὶ ρωτάει τῆς βασίλισσας. Ἄλλο ἤτανε καιρός. Μὲ τὴν ἀλλαγὴν τῶν ἡμερῶν ἔχουν μονοτονία τὰ πράγματα τῆς ζωῆς. xyxy=(398,836,708,888)
table-cell: Ἐξαγωγαί xyxy=(1402,771,1454,782)
table-row xyxy=(1272,653,1550,666)
article-paragraph: Κατὰ τὸ διαρρεῦσαν δεκαπενθήμερον τὴν ὑπῆρξεν πολὺ μεγάλη κίνησις εἰς τὸ Χρηματιστήριον Ἐμπορευμάτων τοῦ Πειραιῶς. Αἱ τιμαὶ τῶν δημητριακῶν παρουσίασαν σταθερότητα. Ἡ κίνησις τοῦ σίτου ἦτο ἱκανοποιητική. Ἡ ἐξωτερικὴ ζήτησις παρουσιάσθη μετριωτέρα. Αἱ τιμαὶ τῶν ἀλεύρων διατηρήθηκαν σταθεραί. xyxy=(1272,994,1550,1077)
table-cell: Ἐθνικῆς xyxy=(1274,459,1317,470)
table-cell: Ἐκτόλ. 1917 xyxy=(1416,329,1482,340)
table-cell: Λαυρίου xyxy=(1409,576,1452,587)
table-cell: 3.02 xyxy=(1435,910,1459,921)
table-cell: 2.99 xyxy=(1435,949,1459,960)
table-row xyxy=(1272,614,1550,627)
table-row xyxy=(1272,770,1550,783)
table-cell: Θερμ. Καπν. xyxy=(1274,745,1337,756)
date-line: Ἐν Ἀθήναις τῇ 31 Ἰουλίου 1925. xyxy=(1095,1318,1260,1329)
table-heading: ΜΕΤΟΧΑΙ ΤΡΑΠΕΖΩΝ xyxy=(1358,448,1464,458)
article-paragraph: Διὰ τὸ πρῶτον Συμβούλιον οἱ ἰδιῶται θὰ λάβωσι ἐκ τῶν Ἀθηνῶν Ἑταιρειῶν. Ἡ θητεία τοῦ Συμβουλίου θὰ εἶνε τριετής. xyxy=(1046,295,1260,330)
table-cell: 1460 xyxy=(1524,407,1548,418)
table-row xyxy=(1272,458,1550,471)
table-cell: Κτηματ. Ἀθ. xyxy=(1274,550,1335,561)
table-cell: 5000 xyxy=(1382,511,1406,522)
headline: ΟΛΟΚΛΗΡΟΝ ΤΟ Ν. ΔΙΑΤΑΓΜΑ xyxy=(734,605,1022,625)
table-row xyxy=(1272,961,1550,974)
table-cell: Ἀστ. Κυπρίων xyxy=(1402,680,1473,691)
masthead-date: ΣΑΒΒΑΤΟΝ, 1 Αὐγούστου 1925 xyxy=(1342,118,1550,132)
section-heading: ΑΡΡΑΒΩΝΕΣ xyxy=(1108,1153,1198,1168)
article-paragraph: Αἱ ἀποφάσεις τοῦ Συμβουλίου δὲν εἶνε ὑποχρεωτικαὶ διὰ τὸν ὑπουργὸν τῶν Ναυτικῶν. xyxy=(722,507,874,542)
theatre-listing: ΚΥΒΕΛΗΣ. «Ἡ ἐξαδέλφη μου». xyxy=(398,536,552,548)
bulletin-source: Ἐκ τοῦ Γραφείου Κ. Π. Πιτσαλῆ xyxy=(1318,812,1504,823)
table-cell: 1900 xyxy=(1524,680,1548,691)
article-paragraph: Τὴν 11 1/2 μεσημβρινὴν τῆς προχθὲς εἰς τὸ παρόδιον ἐστιατόριον εἰς Πειραιᾶ ἐγένετο ἀπόπειρα φόνου ὑπὸ ἀγνώστου. Ὁ ἐπιτεθεὶς συνελήφθη μετὰ μικρὸν ὑπὸ τῶν ἀστυφυλάκων. xyxy=(398,997,708,1049)
table-cell: 900 xyxy=(1388,602,1406,613)
table-row xyxy=(1272,588,1550,601)
article-paragraph: Ὑπὸ τῆς ἁρμοδίας ὑπηρεσίας τοῦ ὑπουργείου τῶν Ναυτικῶν συνεχίζεται ἡ προκαταρκτικὴ ἐργασία διὰ τὴν ἀναδιοργάνωσιν τῆς ἐμπορικῆς ναυτιλίας. xyxy=(722,267,874,338)
column-rule xyxy=(1040,140,1041,2180)
table-cell: Νέα Ὑόρκη xyxy=(1274,897,1331,908)
cinema-listing: ΑΘΗΝΑΪΚΟΝ. «Ἡ Ζωή». xyxy=(398,727,520,739)
table-row xyxy=(1272,315,1550,328)
table-cell: 12.40 xyxy=(1519,936,1548,947)
cinema-listing: ΑΤΤΙΚΟΝ (Πειραιῶς). «Ἡ Κορασίδα». xyxy=(398,739,587,751)
table-cell: Ὀξυγ. Αὐγοῦ xyxy=(1274,680,1338,691)
table-cell: Μακεδονίας xyxy=(1409,602,1473,613)
table-cell: Δηλ. 1920 xyxy=(1416,368,1469,379)
theatre-listing: ΑΘΗΝΑΙΟΝ. «Τὸ Δίλημμα τοῦ Γιατροῦ». xyxy=(398,440,601,452)
